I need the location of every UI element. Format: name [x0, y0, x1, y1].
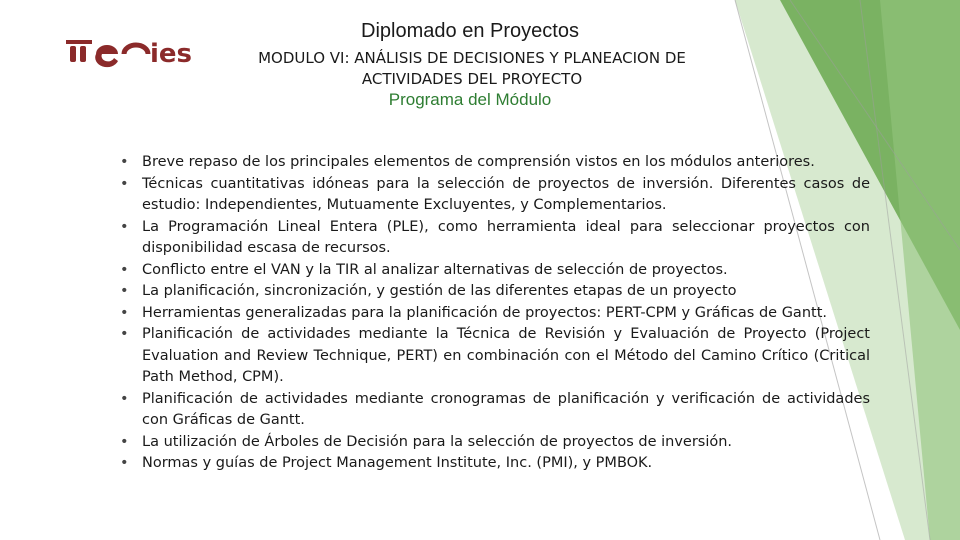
subtitle-line-1: MODULO VI: ANÁLISIS DE DECISIONES Y PLANEACION DE — [258, 49, 686, 67]
module-subtitle — [212, 48, 732, 90]
list-item: • La Programación Lineal Entera (PLE), como herramienta ideal para seleccionar proyectos con disponibilidad escasa de recursos. — [142, 217, 870, 260]
list-item: • Conflicto entre el VAN y la TIR al analizar alternativas de selección de proyectos. — [142, 260, 870, 282]
list-item: • Herramientas generalizadas para la planificación de proyectos: PERT-CPM y Gráficas de Gantt. — [142, 303, 870, 325]
list-item: • Normas y guías de Project Management Institute, Inc. (PMI), y PMBOK. — [142, 453, 870, 475]
list-item: • Breve repaso de los principales elementos de comprensión vistos en los módulos anteriores. — [142, 152, 870, 174]
ies-logo-text: ies — [150, 39, 193, 69]
list-item: • La planificación, sincronización, y gestión de las diferentes etapas de un proyecto — [142, 281, 870, 303]
list-item: • La utilización de Árboles de Decisión para la selección de proyectos de inversión. — [142, 432, 870, 454]
list-item: • Planificación de actividades mediante cronogramas de planificación y verificación de actividades con Gráficas de Gantt. — [142, 389, 870, 432]
ies-logo — [62, 30, 193, 69]
bullet-list — [120, 152, 870, 475]
subtitle-line-2: ACTIVIDADES DEL PROYECTO — [361, 70, 583, 88]
list-item: • Técnicas cuantitativas idóneas para la selección de proyectos de inversión. Diferentes casos de estudio: Independientes, Mutuamente Excluyentes, y Complementarios. — [142, 174, 870, 217]
list-item: • Planificación de actividades mediante la Técnica de Revisión y Evaluación de Proyecto (Project Evaluation and Review Technique, PERT) en combinación con el Método del Camino Crítico (Critical Path Method, CPM). — [142, 324, 870, 389]
page-title: Diplomado en Proyectos — [361, 20, 579, 42]
module-program-label: Programa del Módulo — [388, 90, 552, 109]
